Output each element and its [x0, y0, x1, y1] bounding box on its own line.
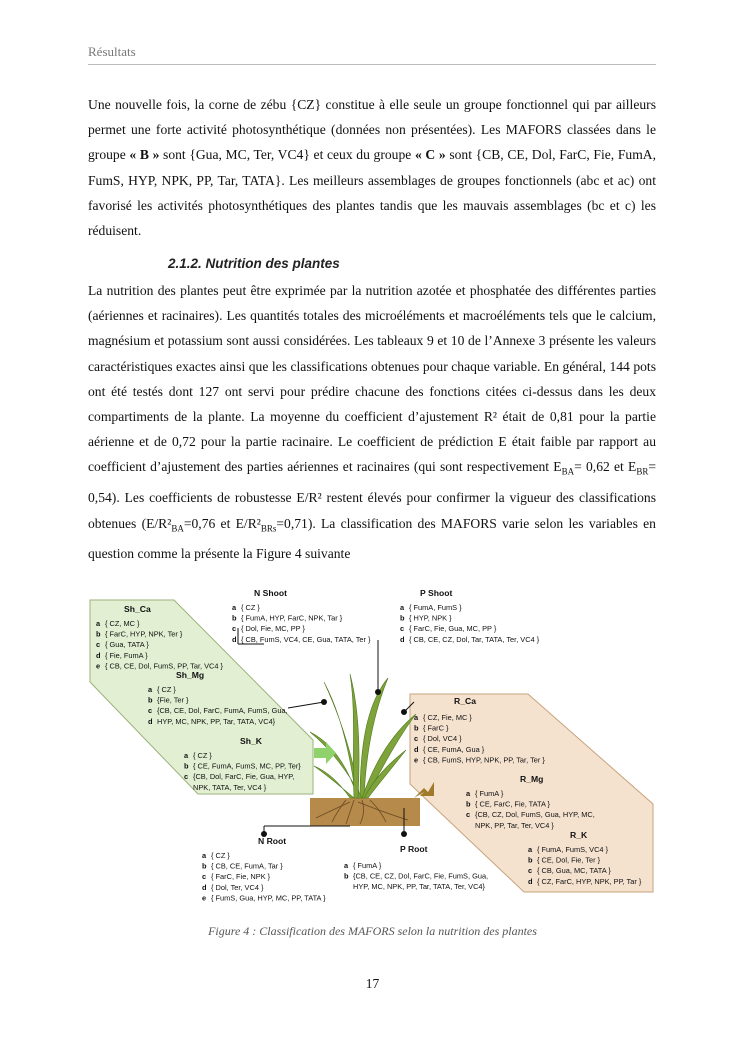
n-root-row-value: { FarC, Fie, NPK } [211, 872, 271, 882]
n-shoot-row-key: d [232, 634, 237, 644]
p-root-row-key: b [344, 871, 349, 881]
page-number: 17 [365, 976, 380, 991]
p1-text-c: sont {CB, CE, Dol, FarC, Fie, FumA, FumS, HYP, NPK, PP, Tar, TATA}. Les meilleurs assemblages de groupes fonctionnels (abc et ac) ont favorisé les activités photosynthétiques des plantes tandis que les mauvais assemblages (bc et c) les réduisent. [88, 147, 656, 239]
n-shoot-title: N Shoot [254, 588, 287, 598]
p1-text-a: Une nouvelle fois, la corne de zébu {CZ} constitue à elle seule un groupe fonctionnel qui par ailleurs permet une forte activité photosynthétique (données non présentées). Les MAFORS classées dans le groupe [88, 97, 656, 163]
sh-mg-row-key: d [148, 716, 153, 726]
n-shoot-row-value: { CB, FumS, VC4, CE, Gua, TATA, Ter } [241, 634, 371, 644]
sh-ca-row-value: { CZ, MC } [105, 619, 140, 628]
r-mg-row-key: a [466, 789, 471, 798]
p2-text-e: =0,71). La classification des MAFORS varie selon les variables en question comme la présente la Figure 4 suivante [88, 515, 656, 562]
r-ca-title: R_Ca [454, 696, 476, 706]
figure-caption: Figure 4 : Classification des MAFORS selon la nutrition des plantes [208, 924, 537, 938]
p-root-row-key: a [344, 861, 349, 870]
n-shoot-row-value: { FumA, HYP, FarC, NPK, Tar } [241, 613, 343, 623]
r-ca-row-value: { CZ, Fie, MC } [423, 713, 472, 722]
sh-mg-row-value: HYP, MC, NPK, PP, Tar, TATA, VC4} [157, 716, 276, 726]
sh-mg-row-value: {Fie, Ter } [157, 695, 189, 705]
p2-text-b: = 0,62 et E [574, 459, 637, 475]
n-shoot-row-key: a [232, 603, 237, 612]
r-k-row-value: { CE, Dol, Fie, Ter } [537, 855, 601, 865]
sh-ca-row-key: e [96, 661, 101, 671]
r-mg-title: R_Mg [520, 774, 544, 784]
sh-ca-row-value: { FarC, HYP, NPK, Ter } [105, 629, 183, 639]
r-mg-row-key: b [466, 799, 471, 809]
p2-sub-3: BA [171, 523, 184, 534]
r-ca-row-key: c [414, 734, 419, 744]
sh-k-row-key: a [184, 751, 189, 760]
p-shoot-row-value: { HYP, NPK } [409, 613, 452, 623]
p1-group-c: « C » [414, 147, 446, 163]
r-k-row-key: c [528, 866, 533, 876]
sh-ca-row-key: a [96, 619, 101, 628]
sh-k-title: Sh_K [240, 736, 262, 746]
sh-k-row-key: c [184, 772, 189, 782]
n-root-row-value: { CZ } [211, 851, 230, 860]
running-header: Résultats [88, 44, 136, 59]
p-shoot-row-value: { FarC, Fie, Gua, MC, PP } [409, 624, 497, 634]
n-root-row-key: d [202, 882, 207, 892]
r-k-row-value: { FumA, FumS, VC4 } [537, 845, 609, 854]
p-shoot-row-key: c [400, 624, 405, 634]
r-k-title: R_K [570, 830, 588, 840]
p-root-title: P Root [400, 844, 428, 854]
sh-ca-title: Sh_Ca [124, 604, 151, 614]
p2-sub-2: BR [636, 467, 649, 478]
figure-4 [88, 582, 656, 904]
p-shoot-row-key: d [400, 634, 405, 644]
r-k-row-key: b [528, 855, 533, 865]
r-mg-row-value: { FumA } [475, 789, 504, 798]
p-root-row-value: { FumA } [353, 861, 382, 870]
n-shoot-row-key: b [232, 613, 237, 623]
r-ca-row-key: a [414, 713, 419, 722]
sh-mg-row-value: {CB, CE, Dol, FarC, FumA, FumS, Gua, [157, 706, 288, 716]
paragraph-1 [88, 92, 656, 243]
n-root-row-value: { Dol, Ter, VC4 } [211, 882, 264, 892]
n-shoot-row-value: { CZ } [241, 603, 260, 612]
sh-ca-row-value: { CB, CE, Dol, FumS, PP, Tar, VC4 } [105, 661, 224, 671]
section-heading: 2.1.2. Nutrition des plantes [168, 256, 340, 271]
r-mg-row-value: {CB, CZ, Dol, FumS, Gua, HYP, MC, [475, 810, 595, 820]
p2-sub-1: BA [561, 467, 575, 478]
p-root-row-value: HYP, MC, NPK, PP, Tar, TATA, Ter, VC4} [353, 882, 485, 892]
r-ca-row-key: d [414, 744, 419, 754]
sh-k-row-value: { CZ } [193, 751, 212, 760]
p1-text-b: sont {Gua, MC, Ter, VC4} et ceux du groupe [159, 147, 415, 163]
n-root-row-value: { CB, CE, FumA, Tar } [211, 861, 283, 871]
sh-mg-row-value: { CZ } [157, 685, 176, 694]
sh-mg-row-key: b [148, 695, 153, 705]
r-ca-row-key: b [414, 723, 419, 733]
p2-text-d: =0,76 et E/R² [183, 515, 261, 531]
n-root-title: N Root [258, 836, 287, 846]
p1-group-b: « B » [129, 147, 160, 163]
r-ca-row-key: e [414, 755, 419, 765]
r-k-row-value: { CZ, FarC, HYP, NPK, PP, Tar } [537, 876, 642, 886]
r-mg-row-key: c [466, 810, 471, 820]
p2-text-a: La nutrition des plantes peut être exprimée par la nutrition azotée et phosphatée des différentes parties (aériennes et racinaires). Les quantités totales des microéléments et macroéléments tels que le calcium, magnésium et potassium sont aussi considérées. Les tableaux 9 et 10 de l’Annexe 3 présente les valeurs caractéristiques exactes ainsi que les classifications obtenues pour chaque variable. En général, 144 pots ont été testés dont 127 ont servi pour prédire chacune des fonctions citées ci-dessus dans les deux compartiments de la plante. La moyenne du coefficient d’ajustement R² était de 0,81 pour la partie aérienne et de 0,72 pour la partie racinaire. Le coefficient de prédiction E était faible par rapport au coefficient d’ajustement des parties aériennes et racinaires (qui sont respectivement E [88, 283, 656, 475]
sh-k-row-value: NPK, TATA, Ter, VC4 } [193, 782, 267, 792]
sh-ca-row-key: b [96, 629, 101, 639]
sh-mg-title: Sh_Mg [176, 670, 205, 680]
p-shoot-row-value: { CB, CE, CZ, Dol, Tar, TATA, Ter, VC4 } [409, 634, 540, 644]
figure-4-diagram [88, 582, 656, 904]
p-root-row-value: {CB, CE, CZ, Dol, FarC, Fie, FumS, Gua, [353, 871, 489, 881]
r-ca-row-value: { CB, FumS, HYP, NPK, PP, Tar, Ter } [423, 755, 545, 765]
r-mg-row-value: { CE, FarC, Fie, TATA } [475, 799, 551, 809]
sh-mg-row-key: a [148, 685, 153, 694]
p2-sub-4: BRs [260, 523, 277, 534]
r-k-row-key: a [528, 845, 533, 854]
r-k-row-value: { CB, Gua, MC, TATA } [537, 866, 611, 876]
r-mg-row-value: NPK, PP, Tar, Ter, VC4 } [475, 820, 554, 830]
sh-ca-row-key: d [96, 650, 101, 660]
r-ca-row-value: { Dol, VC4 } [423, 734, 462, 744]
sh-k-row-key: b [184, 761, 189, 771]
n-root-row-key: b [202, 861, 207, 871]
sh-ca-row-value: { Fie, FumA } [105, 650, 148, 660]
p-shoot-row-key: a [400, 603, 405, 612]
plant-drawing [310, 674, 419, 798]
sh-ca-row-key: c [96, 640, 101, 650]
sh-k-row-value: { CE, FumA, FumS, MC, PP, Ter} [193, 761, 301, 771]
n-root-row-key: c [202, 872, 207, 882]
n-shoot-row-value: { Dol, Fie, MC, PP } [241, 624, 305, 634]
header-rule [88, 64, 656, 65]
sh-k-row-value: {CB, Dol, FarC, Fie, Gua, HYP, [193, 772, 295, 782]
p-shoot-row-key: b [400, 613, 405, 623]
p-shoot-row-value: { FumA, FumS } [409, 603, 462, 612]
paragraph-2 [88, 278, 656, 567]
r-ca-row-value: { CE, FumA, Gua } [423, 744, 485, 754]
n-root-row-value: { FumS, Gua, HYP, MC, PP, TATA } [211, 893, 326, 903]
n-root-row-key: a [202, 851, 207, 860]
p-shoot-title: P Shoot [420, 588, 453, 598]
sh-mg-row-key: c [148, 706, 153, 716]
n-shoot-row-key: c [232, 624, 237, 634]
n-root-row-key: e [202, 893, 207, 903]
r-k-row-key: d [528, 876, 533, 886]
sh-ca-row-value: { Gua, TATA } [105, 640, 149, 650]
p2-text-c: = 0,54). Les coefficients de robustesse E/R² restent élevés pour confirmer la vigueur des classifications obtenues (E/R² [88, 459, 657, 531]
r-ca-row-value: { FarC } [423, 723, 449, 733]
